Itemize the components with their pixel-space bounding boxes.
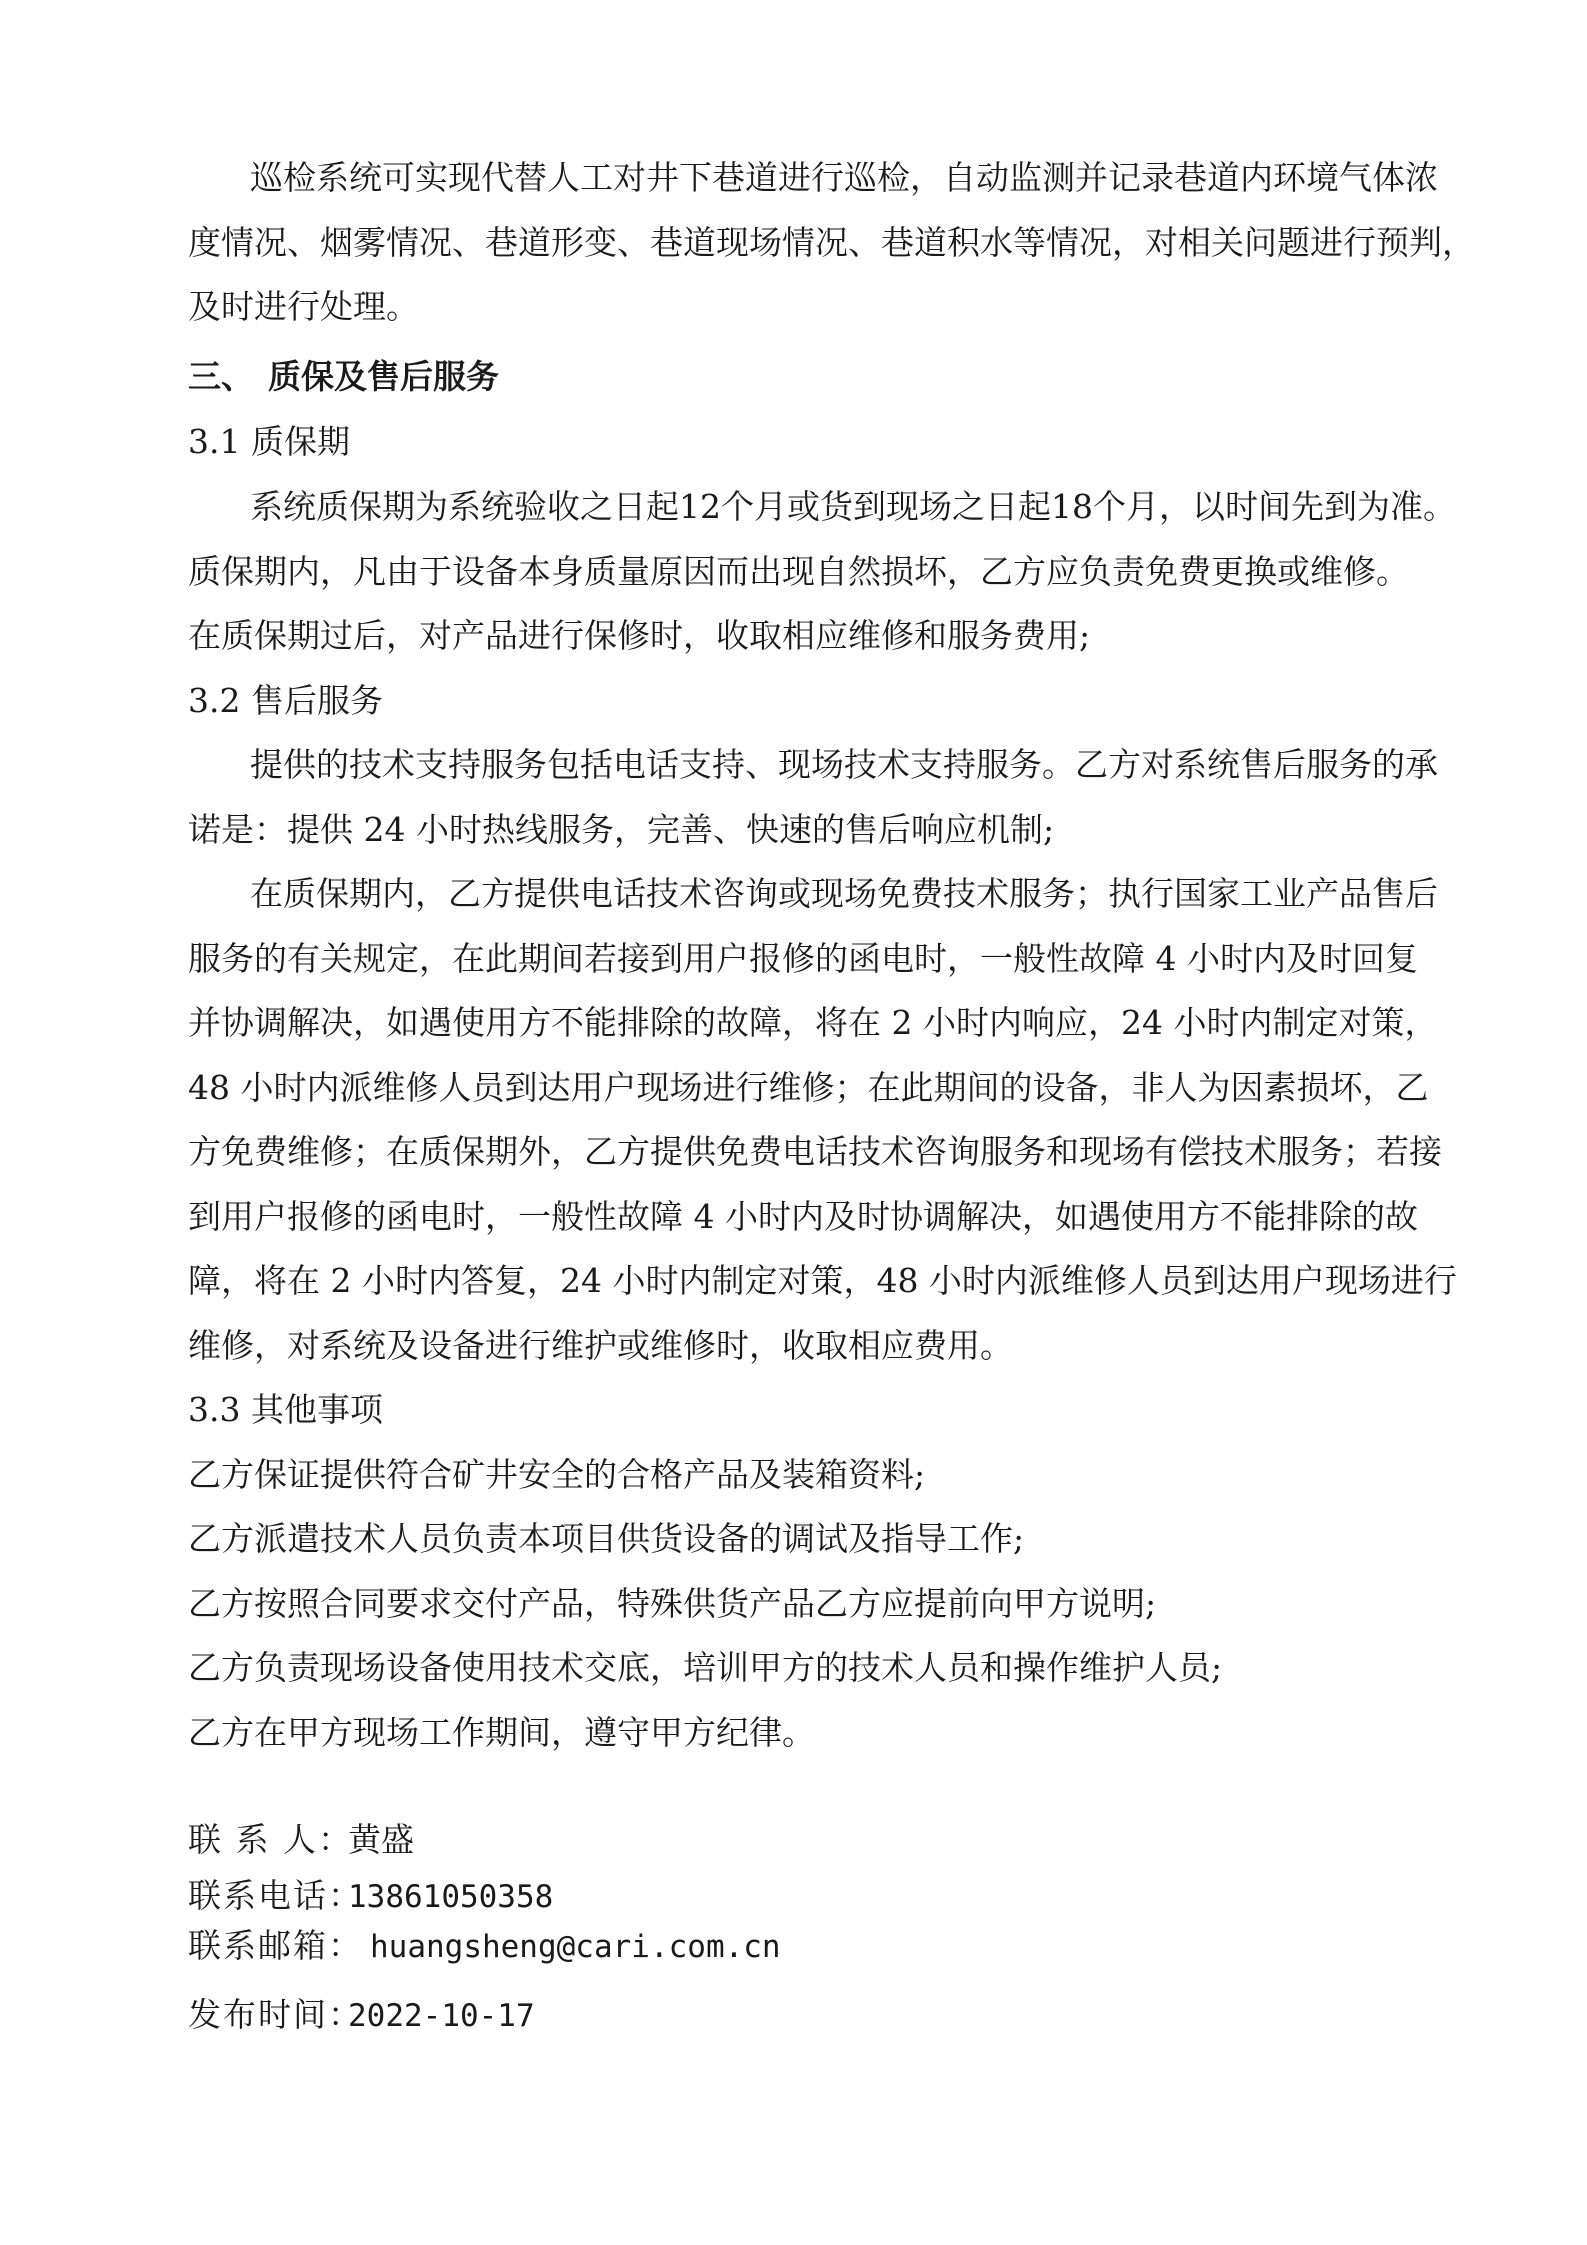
contact-phone-row bbox=[188, 1876, 553, 1917]
after-sales-p2-line-4: 48 小时内派维修人员到达用户现场进行维修；在此期间的设备，非人为因素损坏，乙 bbox=[188, 1068, 1429, 1107]
other-item: 乙方按照合同要求交付产品，特殊供货产品乙方应提前向甲方说明; bbox=[188, 1584, 1157, 1623]
contact-phone-value: 13861050358 bbox=[348, 1879, 554, 1915]
subsection-heading-warranty: 3.1 质保期 bbox=[188, 422, 350, 461]
after-sales-p1-line-1: 提供的技术支持服务包括电话支持、现场技术支持服务。乙方对系统售后服务的承 bbox=[250, 745, 1438, 784]
section-number: 三、 bbox=[188, 357, 254, 396]
publish-date-row bbox=[188, 1995, 535, 2036]
contact-person-label: 联 系 人： bbox=[188, 1820, 353, 1859]
contact-email-row bbox=[188, 1926, 781, 1967]
after-sales-p1-line-2: 诺是：提供 24 小时热线服务，完善、快速的售后响应机制; bbox=[188, 810, 1055, 849]
warranty-line-2: 质保期内，凡由于设备本身质量原因而出现自然损坏，乙方应负责免费更换或维修。 bbox=[188, 552, 1409, 591]
section-title: 质保及售后服务 bbox=[268, 357, 499, 396]
publish-date-value: 2022-10-17 bbox=[348, 1998, 535, 2034]
intro-line-1: 巡检系统可实现代替人工对井下巷道进行巡检，自动监测并记录巷道内环境气体浓 bbox=[250, 158, 1438, 197]
publish-date-label: 发布时间： bbox=[188, 1995, 363, 2034]
after-sales-p2-line-2: 服务的有关规定，在此期间若接到用户报修的函电时，一般性故障 4 小时内及时回复 bbox=[188, 939, 1418, 978]
subsection-heading-other: 3.3 其他事项 bbox=[188, 1390, 383, 1429]
warranty-line-1: 系统质保期为系统验收之日起12个月或货到现场之日起18个月，以时间先到为准。 bbox=[250, 487, 1456, 526]
section-heading bbox=[188, 357, 499, 397]
after-sales-p2-line-8: 维修，对系统及设备进行维护或维修时，收取相应费用。 bbox=[188, 1326, 1013, 1365]
after-sales-p2-line-3: 并协调解决，如遇使用方不能排除的故障，将在 2 小时内响应，24 小时内制定对策， bbox=[188, 1003, 1438, 1042]
after-sales-p2-line-5: 方免费维修；在质保期外，乙方提供免费电话技术咨询服务和现场有偿技术服务；若接 bbox=[188, 1132, 1442, 1171]
other-item: 乙方保证提供符合矿井安全的合格产品及装箱资料; bbox=[188, 1455, 926, 1494]
intro-line-3: 及时进行处理。 bbox=[188, 287, 419, 326]
contact-person-value: 黄盛 bbox=[348, 1820, 414, 1859]
after-sales-p2-line-1: 在质保期内，乙方提供电话技术咨询或现场免费技术服务；执行国家工业产品售后 bbox=[250, 874, 1438, 913]
after-sales-p2-line-6: 到用户报修的函电时，一般性故障 4 小时内及时协调解决，如遇使用方不能排除的故 bbox=[188, 1197, 1418, 1236]
other-item: 乙方派遣技术人员负责本项目供货设备的调试及指导工作; bbox=[188, 1519, 1025, 1558]
other-item: 乙方在甲方现场工作期间，遵守甲方纪律。 bbox=[188, 1713, 815, 1752]
contact-email-value[interactable]: huangsheng@cari.com.cn bbox=[370, 1929, 781, 1965]
contact-email-label: 联系邮箱： bbox=[188, 1926, 363, 1965]
contact-person-row bbox=[188, 1820, 414, 1860]
warranty-line-3: 在质保期过后，对产品进行保修时，收取相应维修和服务费用; bbox=[188, 616, 1091, 655]
after-sales-p2-line-7: 障，将在 2 小时内答复，24 小时内制定对策，48 小时内派维修人员到达用户现场进行 bbox=[188, 1261, 1457, 1300]
subsection-heading-after-sales: 3.2 售后服务 bbox=[188, 681, 383, 720]
contact-phone-label: 联系电话： bbox=[188, 1876, 363, 1915]
intro-line-2: 度情况、烟雾情况、巷道形变、巷道现场情况、巷道积水等情况，对相关问题进行预判， bbox=[188, 223, 1475, 262]
other-item: 乙方负责现场设备使用技术交底，培训甲方的技术人员和操作维护人员; bbox=[188, 1648, 1223, 1687]
